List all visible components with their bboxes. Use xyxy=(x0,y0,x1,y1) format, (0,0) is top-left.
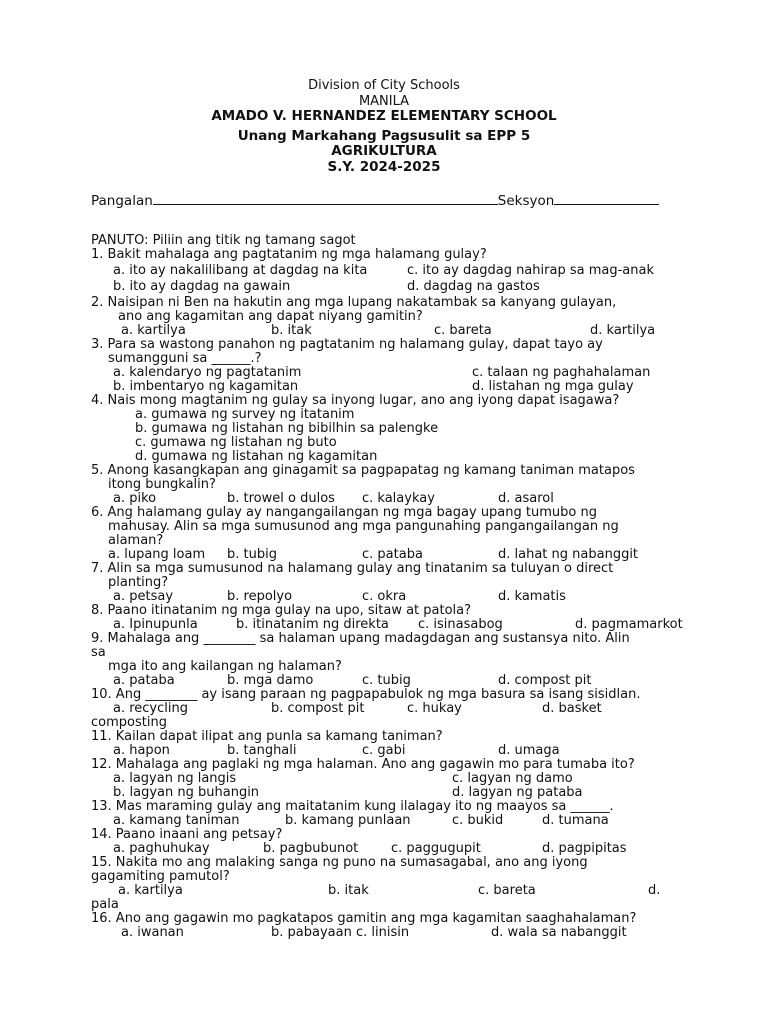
choice-c[interactable]: c. bareta xyxy=(434,323,492,338)
choice-b[interactable]: b. mga damo xyxy=(227,673,314,688)
choice-a[interactable]: a. kalendaryo ng pagtatanim xyxy=(113,365,302,380)
choice-d[interactable]: d. kamatis xyxy=(498,589,566,604)
question-text: 10. Ang ________ ay isang paraan ng pagpapabulok ng mga basura sa isang sisidlan. xyxy=(91,687,641,702)
choice-a[interactable]: a. petsay xyxy=(113,589,174,604)
choice-a[interactable]: a. ito ay nakalilibang at dagdag na kita xyxy=(113,263,368,278)
choice-b[interactable]: b. gumawa ng listahan ng bibilhin sa palengke xyxy=(135,421,439,436)
choice-c[interactable]: c. bareta xyxy=(478,883,536,898)
choice-c[interactable]: c. pataba xyxy=(362,547,423,562)
choice-b[interactable]: b. tanghali xyxy=(227,743,297,758)
choice-a[interactable]: a. paghuhukay xyxy=(113,841,210,856)
question-text: alaman? xyxy=(108,533,164,548)
question-text: 13. Mas maraming gulay ang maitatanim kung ilalagay ito ng maayos sa ______. xyxy=(91,799,614,814)
school-year: S.Y. 2024-2025 xyxy=(327,159,441,175)
question-text: 6. Ang halamang gulay ay nangangailangan ng mga bagay upang tumubo ng xyxy=(91,505,597,520)
choice-a[interactable]: a. gumawa ng survey ng itatanim xyxy=(135,407,355,422)
name-field[interactable] xyxy=(91,192,659,209)
choice-d[interactable]: d. dagdag na gastos xyxy=(407,279,540,294)
choice-d[interactable]: d. listahan ng mga gulay xyxy=(472,379,634,394)
choice-d[interactable]: d. pagmamarkot xyxy=(575,617,683,632)
question-text: 4. Nais mong magtanim ng gulay sa inyong lugar, ano ang iyong dapat isagawa? xyxy=(91,393,620,408)
section-label: Seksyon xyxy=(497,193,555,209)
choice-b[interactable]: b. compost pit xyxy=(271,701,365,716)
choice-b[interactable]: b. itak xyxy=(271,323,312,338)
choice-d[interactable]: d. gumawa ng listahan ng kagamitan xyxy=(135,449,378,464)
choice-c[interactable]: c. lagyan ng damo xyxy=(452,771,573,786)
exam-title: Unang Markahang Pagsusulit sa EPP 5 xyxy=(237,128,531,144)
section-blank[interactable] xyxy=(554,192,659,205)
choice-b[interactable]: b. ito ay dagdag na gawain xyxy=(113,279,291,294)
choice-d[interactable]: d. umaga xyxy=(498,743,560,758)
choice-c[interactable]: c. paggugupit xyxy=(391,841,481,856)
school-name: AMADO V. HERNANDEZ ELEMENTARY SCHOOL xyxy=(211,108,557,124)
question-text: 14. Paano inaani ang petsay? xyxy=(91,827,283,842)
question-text: 11. Kailan dapat ilipat ang punla sa kamang taniman? xyxy=(91,729,443,744)
instructions: PANUTO: Piliin ang titik ng tamang sagot xyxy=(91,233,356,248)
choice-c[interactable]: c. talaan ng paghahalaman xyxy=(472,365,651,380)
choice-d[interactable]: d. wala sa nabanggit xyxy=(491,925,627,940)
question-text: 12. Mahalaga ang paglaki ng mga halaman. Ano ang gagawin mo para tumaba ito? xyxy=(91,757,635,772)
choice-d[interactable]: d. tumana xyxy=(542,813,609,828)
question-text: 2. Naisipan ni Ben na hakutin ang mga lupang nakatambak sa kanyang gulayan, xyxy=(91,295,617,310)
choice-a[interactable]: a. piko xyxy=(113,491,157,506)
question-text: 15. Nakita mo ang malaking sanga ng puno na sumasagabal, ano ang iyong xyxy=(91,855,588,870)
choice-c[interactable]: c. tubig xyxy=(362,673,411,688)
city-name: MANILA xyxy=(358,94,410,109)
choice-b[interactable]: b. trowel o dulos xyxy=(227,491,335,506)
question-text: 8. Paano itinatanim ng mga gulay na upo, sitaw at patola? xyxy=(91,603,472,618)
name-blank[interactable] xyxy=(153,192,498,205)
choice-d[interactable]: d. basket xyxy=(542,701,602,716)
choice-c[interactable]: c. bukid xyxy=(452,813,504,828)
choice-d[interactable]: d. compost pit xyxy=(498,673,592,688)
choice-b[interactable]: b. itak xyxy=(328,883,369,898)
choice-b-c[interactable]: b. pabayaan c. linisin xyxy=(271,925,410,940)
choice-a[interactable]: a. hapon xyxy=(113,743,170,758)
choice-a[interactable]: a. recycling xyxy=(113,701,188,716)
choice-b[interactable]: b. kamang punlaan xyxy=(285,813,411,828)
choice-d[interactable]: d. lahat ng nabanggit xyxy=(498,547,639,562)
question-text: 7. Alin sa mga sumusunod na halamang gulay ang tinatanim sa tuluyan o direct xyxy=(91,561,614,576)
choice-b[interactable]: b. lagyan ng buhangin xyxy=(113,785,260,800)
choice-c[interactable]: c. gumawa ng listahan ng buto xyxy=(135,435,337,450)
question-text: mahusay. Alin sa mga sumusunod ang mga pangunahing pangangailangan ng xyxy=(108,519,619,534)
choice-d[interactable]: d. asarol xyxy=(498,491,554,506)
choice-b[interactable]: b. repolyo xyxy=(227,589,293,604)
question-text: itong bungkalin? xyxy=(108,477,216,492)
choice-a[interactable]: a. kamang taniman xyxy=(113,813,240,828)
question-text: sumangguni sa ______.? xyxy=(108,351,262,366)
choice-b[interactable]: b. itinatanim ng direkta xyxy=(236,617,389,632)
choice-a[interactable]: a. lagyan ng langis xyxy=(113,771,237,786)
choice-d-continued: pala xyxy=(91,897,119,912)
question-text: 5. Anong kasangkapan ang ginagamit sa pagpapatag ng kamang taniman matapos xyxy=(91,463,635,478)
choice-c[interactable]: c. hukay xyxy=(407,701,462,716)
choice-c[interactable]: c. kalaykay xyxy=(362,491,435,506)
question-text: 9. Mahalaga ang ________ sa halaman upang madagdagan ang sustansya nito. Alin xyxy=(91,631,630,646)
choice-d-continued: composting xyxy=(91,715,167,730)
choice-b[interactable]: b. tubig xyxy=(227,547,277,562)
choice-a[interactable]: a. kartilya xyxy=(121,323,186,338)
question-text: gagamiting pamutol? xyxy=(91,869,230,884)
choice-a[interactable]: a. kartilya xyxy=(118,883,183,898)
choice-c[interactable]: c. isinasabog xyxy=(418,617,503,632)
choice-d[interactable]: d. xyxy=(648,883,661,898)
choice-b[interactable]: b. imbentaryo ng kagamitan xyxy=(113,379,299,394)
choice-c[interactable]: c. gabi xyxy=(362,743,406,758)
choice-d[interactable]: d. kartilya xyxy=(590,323,656,338)
question-text: ano ang kagamitan ang dapat niyang gamitin? xyxy=(118,309,423,324)
choice-a[interactable]: a. iwanan xyxy=(121,925,184,940)
question-text: planting? xyxy=(108,575,169,590)
choice-a[interactable]: a. Ipinupunla xyxy=(113,617,198,632)
choice-c[interactable]: c. ito ay dagdag nahirap sa mag-anak xyxy=(407,263,654,278)
question-text: 1. Bakit mahalaga ang pagtatanim ng mga halamang gulay? xyxy=(91,247,487,262)
choice-d[interactable]: d. pagpipitas xyxy=(542,841,627,856)
choice-a[interactable]: a. lupang loam xyxy=(108,547,206,562)
question-text: 16. Ano ang gagawin mo pagkatapos gamitin ang mga kagamitan saaghahalaman? xyxy=(91,911,637,926)
choice-c[interactable]: c. okra xyxy=(362,589,407,604)
choice-a[interactable]: a. pataba xyxy=(113,673,175,688)
choice-b[interactable]: b. pagbubunot xyxy=(263,841,359,856)
choice-d[interactable]: d. lagyan ng pataba xyxy=(452,785,583,800)
name-label: Pangalan xyxy=(91,193,153,209)
subject-title: AGRIKULTURA xyxy=(331,143,437,159)
question-text: mga ito ang kailangan ng halaman? xyxy=(108,659,342,674)
question-text: 3. Para sa wastong panahon ng pagtatanim ng halamang gulay, dapat tayo ay xyxy=(91,337,603,352)
question-text: sa xyxy=(91,645,106,660)
division-name: Division of City Schools xyxy=(308,78,460,93)
